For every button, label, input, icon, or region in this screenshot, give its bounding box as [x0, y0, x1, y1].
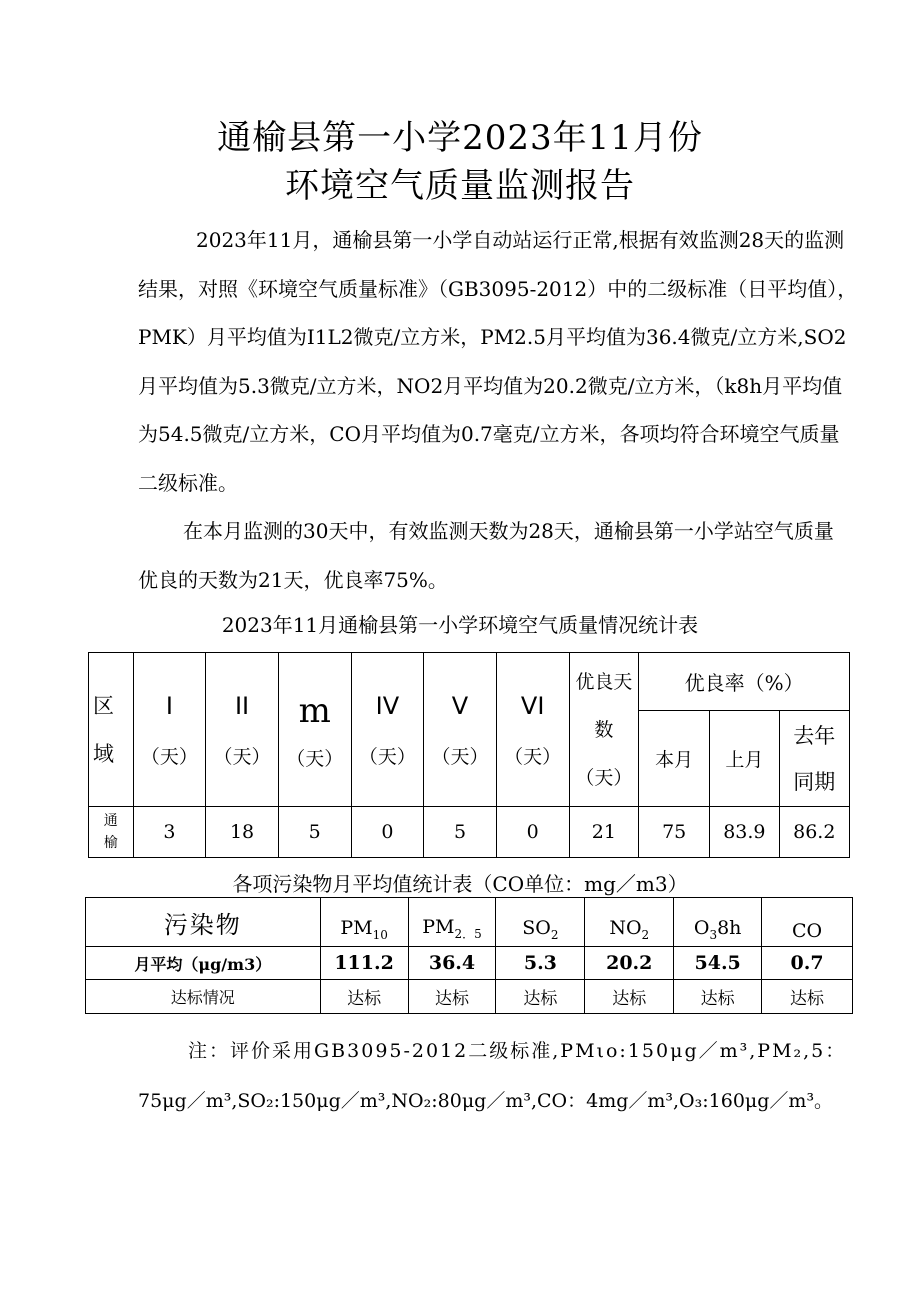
avg-label: 月平均（μg/m3）	[86, 947, 321, 980]
grade-6-label: VI	[520, 692, 545, 721]
rate-header: 优良率（%）	[639, 653, 850, 711]
grade-5-header	[424, 653, 497, 807]
report-title-line1: 通榆县第一小学2023年11月份	[217, 118, 703, 158]
rate-last-year-line1: 去年	[793, 723, 836, 748]
no2-main: NO	[609, 917, 642, 940]
avg-pm10: 111.2	[320, 947, 408, 980]
note-line1: 注：评价采用GB3095-2012二级标准,PMιo:150μg／m³,PM₂,5：	[188, 1040, 847, 1062]
rate-this-month-value: 75	[639, 807, 710, 858]
so2-sub: 2	[550, 928, 559, 942]
rate-this-month-header: 本月	[639, 711, 710, 807]
pollutant-co	[762, 898, 853, 947]
grade-2-value: 18	[206, 807, 279, 858]
avg-o3: 54.5	[674, 947, 762, 980]
region-header-char1: 区	[93, 693, 114, 718]
grade-1-unit: （天）	[140, 745, 198, 768]
no2-sub: 2	[641, 928, 650, 942]
grade-4-header	[351, 653, 424, 807]
grade-5-unit: （天）	[431, 745, 489, 768]
grade-6-value: 0	[496, 807, 569, 858]
o3-suffix: 8h	[717, 917, 742, 940]
good-days-header	[569, 653, 639, 807]
good-days-value: 21	[569, 807, 639, 858]
grade-6-header	[496, 653, 569, 807]
pollutant-o3	[674, 898, 762, 947]
region-char1: 通	[103, 813, 118, 829]
grade-6-unit: （天）	[504, 745, 562, 768]
pollutant-so2	[496, 898, 585, 947]
region-cell	[89, 807, 134, 858]
status-no2: 达标	[585, 980, 674, 1014]
pm25-sub: 2．5	[454, 927, 482, 941]
note-line2: 75μg／m³,SO₂:150μg／m³,NO₂:80μg／m³,CO：4mg／m³,O₃:160μg／m³。	[138, 1090, 834, 1112]
o3-main: O	[693, 917, 710, 940]
grade-5-value: 5	[424, 807, 497, 858]
status-so2: 达标	[496, 980, 585, 1014]
summary-paragraph: 2023年11月，通榆县第一小学自动站运行正常,根据有效监测28天的监测结果，对照《环境空气质量标准》（GB3095-2012）中的二级标准（日平均值），PMK）月平均值为I1L2微克/立方米，PM2.5月平均值为36.4微克/立方米,SO2月平均值为5.3微克/立方米，NO2月平均值为20.2微克/立方米，（k8h月平均值为54.5微克/立方米，CO月平均值为0.7毫克/立方米，各项均符合环境空气质量二级标准。	[138, 228, 858, 495]
rate-last-month-header: 上月	[710, 711, 779, 807]
o3-sub: 3	[709, 928, 718, 942]
rate-last-year-header	[779, 711, 849, 807]
avg-pm25: 36.4	[408, 947, 496, 980]
rate-last-year-value: 86.2	[779, 807, 849, 858]
pm25-main: PM	[422, 916, 455, 939]
status-pm10: 达标	[320, 980, 408, 1014]
status-label: 达标情况	[86, 980, 321, 1014]
grade-3-value: 5	[278, 807, 351, 858]
grade-5-label: V	[451, 692, 469, 721]
air-quality-table	[88, 652, 850, 858]
rate-last-year-line2: 同期	[793, 769, 836, 794]
grade-3-unit: （天）	[286, 747, 344, 770]
avg-co: 0.7	[762, 947, 853, 980]
status-o3: 达标	[674, 980, 762, 1014]
rate-last-month-value: 83.9	[710, 807, 779, 858]
status-co: 达标	[762, 980, 853, 1014]
grade-3-label: m	[298, 691, 331, 732]
table-row	[86, 947, 853, 980]
pollutant-table	[85, 897, 853, 1014]
pollutant-pm10	[320, 898, 408, 947]
pm10-sub: 10	[372, 928, 388, 942]
table1-caption: 2023年11月通榆县第一小学环境空气质量情况统计表	[221, 613, 699, 637]
pollutant-pm25	[408, 898, 496, 947]
region-header-cell	[89, 653, 134, 807]
good-days-header-line1: 优良天	[575, 670, 633, 693]
table-row	[86, 980, 853, 1014]
region-header-char2: 域	[93, 741, 114, 766]
grade-2-label: II	[234, 692, 250, 721]
report-title-line2: 环境空气质量监测报告	[285, 166, 635, 206]
grade-4-value: 0	[351, 807, 424, 858]
status-pm25: 达标	[408, 980, 496, 1014]
grade-2-unit: （天）	[213, 745, 271, 768]
grade-1-value: 3	[133, 807, 206, 858]
avg-no2: 20.2	[585, 947, 674, 980]
co-main: CO	[791, 920, 823, 942]
grade-1-label: I	[165, 692, 173, 721]
avg-so2: 5.3	[496, 947, 585, 980]
pm10-main: PM	[340, 917, 373, 940]
grade-1-header	[133, 653, 206, 807]
table-row	[89, 807, 850, 858]
table2-caption: 各项污染物月平均值统计表（CO单位：mg／m3）	[232, 872, 688, 896]
good-days-header-line2: 数	[594, 718, 614, 741]
good-days-header-line3: （天）	[575, 766, 633, 789]
grade-2-header	[206, 653, 279, 807]
good-days-paragraph: 在本月监测的30天中，有效监测天数为28天，通榆县第一小学站空气质量优良的天数为21天，优良率75%。	[138, 519, 834, 592]
pollutant-no2	[585, 898, 674, 947]
grade-4-label: IV	[375, 692, 400, 721]
grade-3-header	[278, 653, 351, 807]
pollutant-header-label: 污染物	[86, 898, 321, 947]
grade-4-unit: （天）	[358, 745, 416, 768]
so2-main: SO	[522, 917, 551, 940]
region-char2: 榆	[103, 835, 118, 851]
